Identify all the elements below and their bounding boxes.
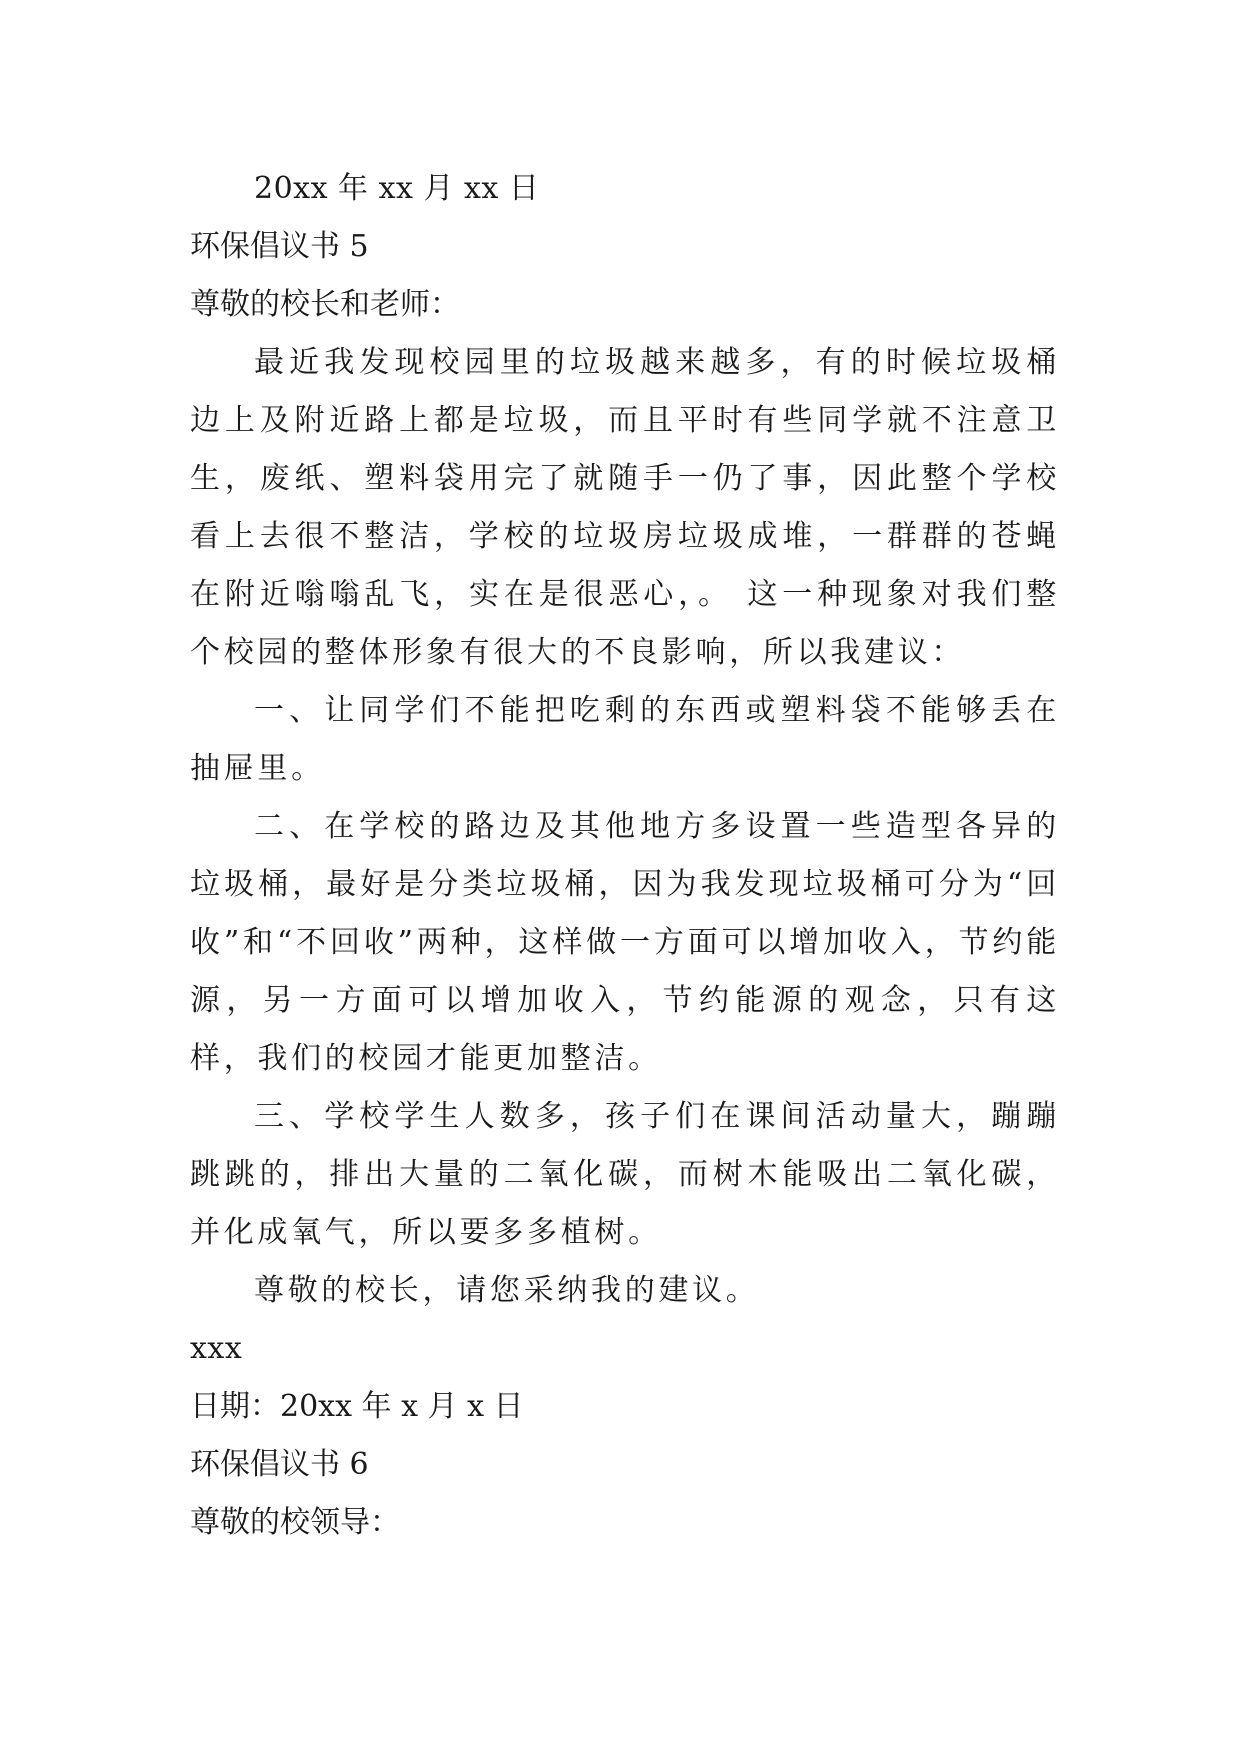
paragraph-intro: 最近我发现校园里的垃圾越来越多，有的时候垃圾桶边上及附近路上都是垃圾，而且平时有些同学就不注意卫生，废纸、塑料袋用完了就随手一仍了事，因此整个学校看上去很不整洁，学校的垃圾房垃圾成堆，一群群的苍蝇在附近嗡嗡乱飞，实在是很恶心，。 这一种现象对我们整个校园的整体形象有很大的不良影响，所以我建议：: [190, 345, 1060, 670]
document-body: [190, 160, 1060, 1552]
paragraph-suggestion-3: 三、学校学生人数多，孩子们在课间活动量大，蹦蹦跳跳的，排出大量的二氧化碳，而树木能吸出二氧化碳，并化成氧气，所以要多多植树。: [190, 1099, 1060, 1250]
title-6: 环保倡议书 6: [190, 1447, 369, 1482]
paragraph-suggestion-2: 二、在学校的路边及其他地方多设置一些造型各异的垃圾桶，最好是分类垃圾桶，因为我发现垃圾桶可分为“回收”和“不回收”两种，这样做一方面可以增加收入，节约能源，另一方面可以增加收入，节约能源的观念，只有这样，我们的校园才能更加整洁。: [190, 809, 1060, 1076]
salutation-5: 尊敬的校长和老师：: [190, 287, 460, 322]
date-top: 20xx 年 xx 月 xx 日: [254, 171, 540, 206]
date-bottom: 日期：20xx 年 x 月 x 日: [190, 1389, 524, 1424]
signature: xxx: [190, 1331, 243, 1366]
paragraph-suggestion-1: 一、让同学们不能把吃剩的东西或塑料袋不能够丢在抽屉里。: [190, 693, 1060, 786]
title-5: 环保倡议书 5: [190, 229, 369, 264]
paragraph-closing: 尊敬的校长，请您采纳我的建议。: [254, 1273, 760, 1308]
salutation-6: 尊敬的校领导：: [190, 1505, 400, 1540]
